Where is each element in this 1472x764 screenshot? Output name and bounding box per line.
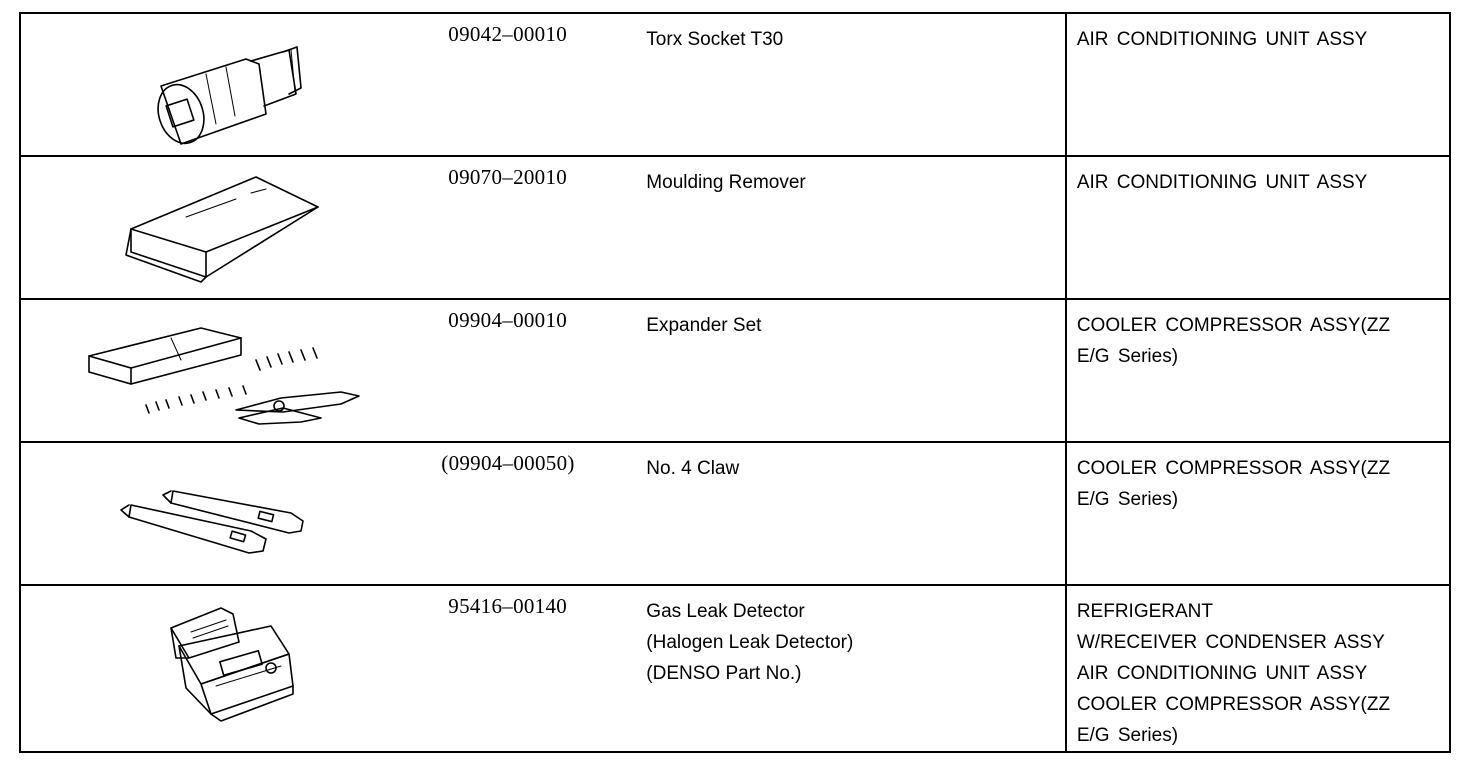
tool-illustration-cell	[20, 442, 428, 585]
usage-line: COOLER COMPRESSOR ASSY(ZZ	[1076, 458, 1391, 479]
usage-line: COOLER COMPRESSOR ASSY(ZZ	[1076, 694, 1391, 715]
part-number: 95416–00140	[448, 594, 568, 618]
usage-cell	[1066, 299, 1450, 442]
part-number: 09070–20010	[448, 165, 568, 189]
table-row	[20, 299, 1450, 442]
usage-line: AIR CONDITIONING UNIT ASSY	[1076, 663, 1368, 684]
tool-name-cell	[612, 13, 1066, 156]
torx-socket-icon	[21, 14, 426, 157]
special-tools-table	[19, 12, 1451, 753]
usage-line: E/G Series)	[1076, 489, 1179, 510]
tool-name: Expander Set	[646, 315, 762, 336]
usage-line: REFRIGERANT	[1076, 601, 1214, 622]
tool-name: Torx Socket T30	[646, 29, 784, 50]
usage-cell	[1066, 156, 1450, 299]
table-row	[20, 585, 1450, 752]
tool-name-cell	[612, 442, 1066, 585]
expander-set-icon	[21, 300, 426, 443]
part-number-cell	[428, 13, 612, 156]
part-number: 09904–00010	[448, 308, 568, 332]
moulding-remover-icon	[21, 157, 426, 300]
table-row	[20, 442, 1450, 585]
part-number-cell	[428, 156, 612, 299]
tool-name-cell	[612, 156, 1066, 299]
part-number-cell	[428, 585, 612, 752]
part-number-cell	[428, 299, 612, 442]
tool-illustration-cell	[20, 299, 428, 442]
usage-line: W/RECEIVER CONDENSER ASSY	[1076, 632, 1385, 653]
usage-line: E/G Series)	[1076, 725, 1179, 746]
tool-name: Gas Leak Detector	[646, 601, 805, 622]
usage-line: E/G Series)	[1076, 346, 1179, 367]
part-number: (09904–00050)	[441, 451, 575, 475]
tool-illustration-cell	[20, 156, 428, 299]
claw-icon	[21, 443, 426, 586]
tool-illustration-cell	[20, 13, 428, 156]
tool-name-cell	[612, 299, 1066, 442]
tool-name: No. 4 Claw	[646, 458, 740, 479]
tool-name: Moulding Remover	[646, 172, 806, 193]
part-number-cell	[428, 442, 612, 585]
table-row	[20, 13, 1450, 156]
tool-illustration-cell	[20, 585, 428, 752]
usage-cell	[1066, 13, 1450, 156]
part-number: 09042–00010	[448, 22, 568, 46]
tool-name-cell	[612, 585, 1066, 752]
usage-line: AIR CONDITIONING UNIT ASSY	[1076, 172, 1368, 193]
tool-name-note: (DENSO Part No.)	[646, 663, 802, 684]
table-row	[20, 156, 1450, 299]
gas-leak-detector-icon	[21, 586, 426, 752]
usage-line: COOLER COMPRESSOR ASSY(ZZ	[1076, 315, 1391, 336]
usage-cell	[1066, 442, 1450, 585]
tool-name-note: (Halogen Leak Detector)	[646, 632, 854, 653]
usage-line: AIR CONDITIONING UNIT ASSY	[1076, 29, 1368, 50]
usage-cell	[1066, 585, 1450, 752]
